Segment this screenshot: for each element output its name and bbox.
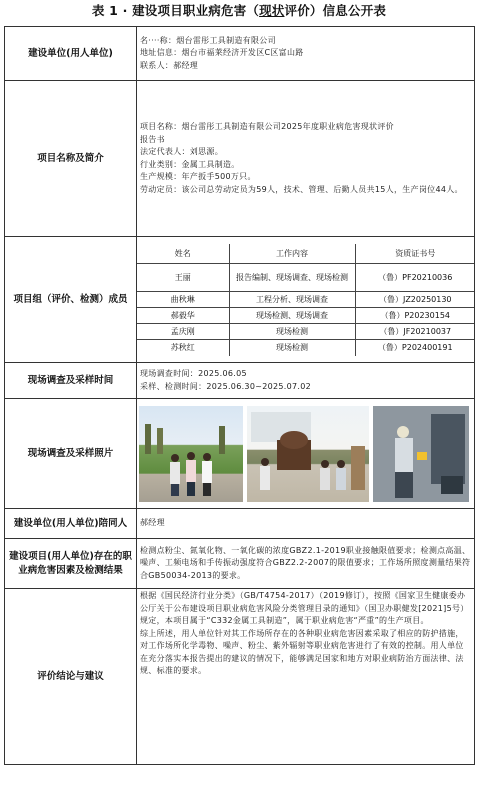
row-time (5, 363, 475, 399)
value-conclusion (137, 589, 475, 765)
value-photos (137, 399, 475, 509)
project-legal: 法定代表人：刘思源。 (140, 147, 223, 156)
member-work: 现场检测、现场调查 (229, 308, 355, 324)
label-conclusion: 评价结论与建议 (5, 589, 137, 765)
row-hazards (5, 539, 475, 589)
member-cert: （鲁）P202400191 (355, 340, 475, 356)
member-cert: （鲁）PF20210036 (355, 264, 475, 292)
project-line1: 项目名称：烟台雷彤工具制造有限公司2025年度职业病危害现状评价 (140, 122, 394, 131)
unit-address: 地址信息：烟台市福莱经济开发区C区富山路 (140, 48, 304, 58)
row-unit (5, 27, 475, 81)
site-photo-statue (247, 406, 369, 502)
row-escort (5, 509, 475, 539)
member-name: 苏秋红 (137, 340, 229, 356)
unit-contact: 联系人：郝经理 (140, 60, 199, 70)
member-cert: （鲁）P20230154 (355, 308, 475, 324)
value-project (137, 81, 475, 237)
member-work: 工程分析、现场调查 (229, 292, 355, 308)
project-staff: 劳动定员：该公司总劳动定员为59人，技术、管理、后勤人员共15人，生产岗位44人。 (140, 184, 463, 194)
value-escort: 郝经理 (137, 509, 475, 539)
label-unit: 建设单位(用人单位) (5, 27, 137, 81)
team-header-row (137, 244, 475, 264)
title-suffix: 评价）信息公开表 (284, 3, 387, 18)
row-project (5, 81, 475, 237)
member-work: 报告编制、现场调查、现场检测 (229, 264, 355, 292)
member-work: 现场检测 (229, 340, 355, 356)
team-row (137, 292, 475, 308)
member-name: 王丽 (137, 264, 229, 292)
survey-time: 现场调查时间：2025.06.05 (140, 369, 247, 378)
value-hazards: 检测点粉尘、氮氧化物、一氧化碳的浓度GBZ2.1-2019职业接触限值要求；检测点高温、噪声、工频电场和手传振动强度符合GBZ2.2-2007的限值要求；工作场所照度测量结果符合GB50034-2013的要求。 (137, 539, 475, 589)
team-row (137, 324, 475, 340)
project-scale: 生产规模：年产扳手500万只。 (140, 172, 256, 181)
sampling-time: 采样、检测时间：2025.06.30~2025.07.02 (140, 381, 312, 391)
conclusion-paragraph-1: 根据《国民经济行业分类》（GB/T4754-2017）（2019修订），按照《国家卫生健康委办公厅关于公布建设项目职业病危害风险分类管理目录的通知》（国卫办职健发[2021]5号）规定，本项目属于“C332金属工具制造”，属于职业病危害“严重”的生产项目。 (140, 591, 469, 625)
team-header-cert: 资质证书号 (355, 244, 475, 264)
member-work: 现场检测 (229, 324, 355, 340)
team-header-name: 姓名 (137, 244, 229, 264)
member-name: 孟庆刚 (137, 324, 229, 340)
value-team (137, 237, 475, 363)
value-unit (137, 27, 475, 81)
photo-strip (139, 404, 472, 504)
label-project: 项目名称及简介 (5, 81, 137, 237)
site-photo-worker (373, 406, 469, 502)
label-team: 项目组（评价、检测）成员 (5, 237, 137, 363)
worker-photo-figures (373, 406, 469, 502)
unit-name: 名····称：烟台雷彤工具制造有限公司 (140, 35, 276, 45)
team-table (137, 244, 475, 356)
label-escort: 建设单位(用人单位)陪同人 (5, 509, 137, 539)
member-cert: （鲁）JZ20250130 (355, 292, 475, 308)
team-header-work: 工作内容 (229, 244, 355, 264)
row-conclusion (5, 589, 475, 765)
team-row (137, 340, 475, 356)
page-title (0, 0, 478, 26)
label-hazards: 建设项目(用人单位)存在的职业病危害因素及检测结果 (5, 539, 137, 589)
row-team (5, 237, 475, 363)
value-time (137, 363, 475, 399)
member-cert: （鲁）JF20210037 (355, 324, 475, 340)
label-time: 现场调查及采样时间 (5, 363, 137, 399)
team-row (137, 308, 475, 324)
site-photo-group (139, 406, 243, 502)
title-prefix: 表 1 · 建设项目职业病危害（ (91, 3, 260, 18)
member-name: 郝毅华 (137, 308, 229, 324)
label-photos: 现场调查及采样照片 (5, 399, 137, 509)
team-row (137, 264, 475, 292)
member-name: 曲秋琳 (137, 292, 229, 308)
info-table (4, 26, 475, 765)
project-industry: 行业类别：金属工具制造。 (140, 159, 240, 169)
project-line2: 报告书 (140, 134, 165, 144)
row-photos (5, 399, 475, 509)
conclusion-paragraph-2: 综上所述，用人单位针对其工作场所存在的各种职业病危害因素采取了相应的防护措施，对工作场所化学毒物、噪声、粉尘、紫外辐射等职业病危害进行了有效的控制。用人单位在充分落实本报告提出的建议的情况下，能够满足国家和地方对职业病防治方面法律、法规、标准的要求。 (140, 628, 464, 675)
title-underlined: 现状 (259, 3, 285, 18)
group-photo-figures (139, 406, 243, 502)
statue-photo-figures (247, 406, 369, 502)
